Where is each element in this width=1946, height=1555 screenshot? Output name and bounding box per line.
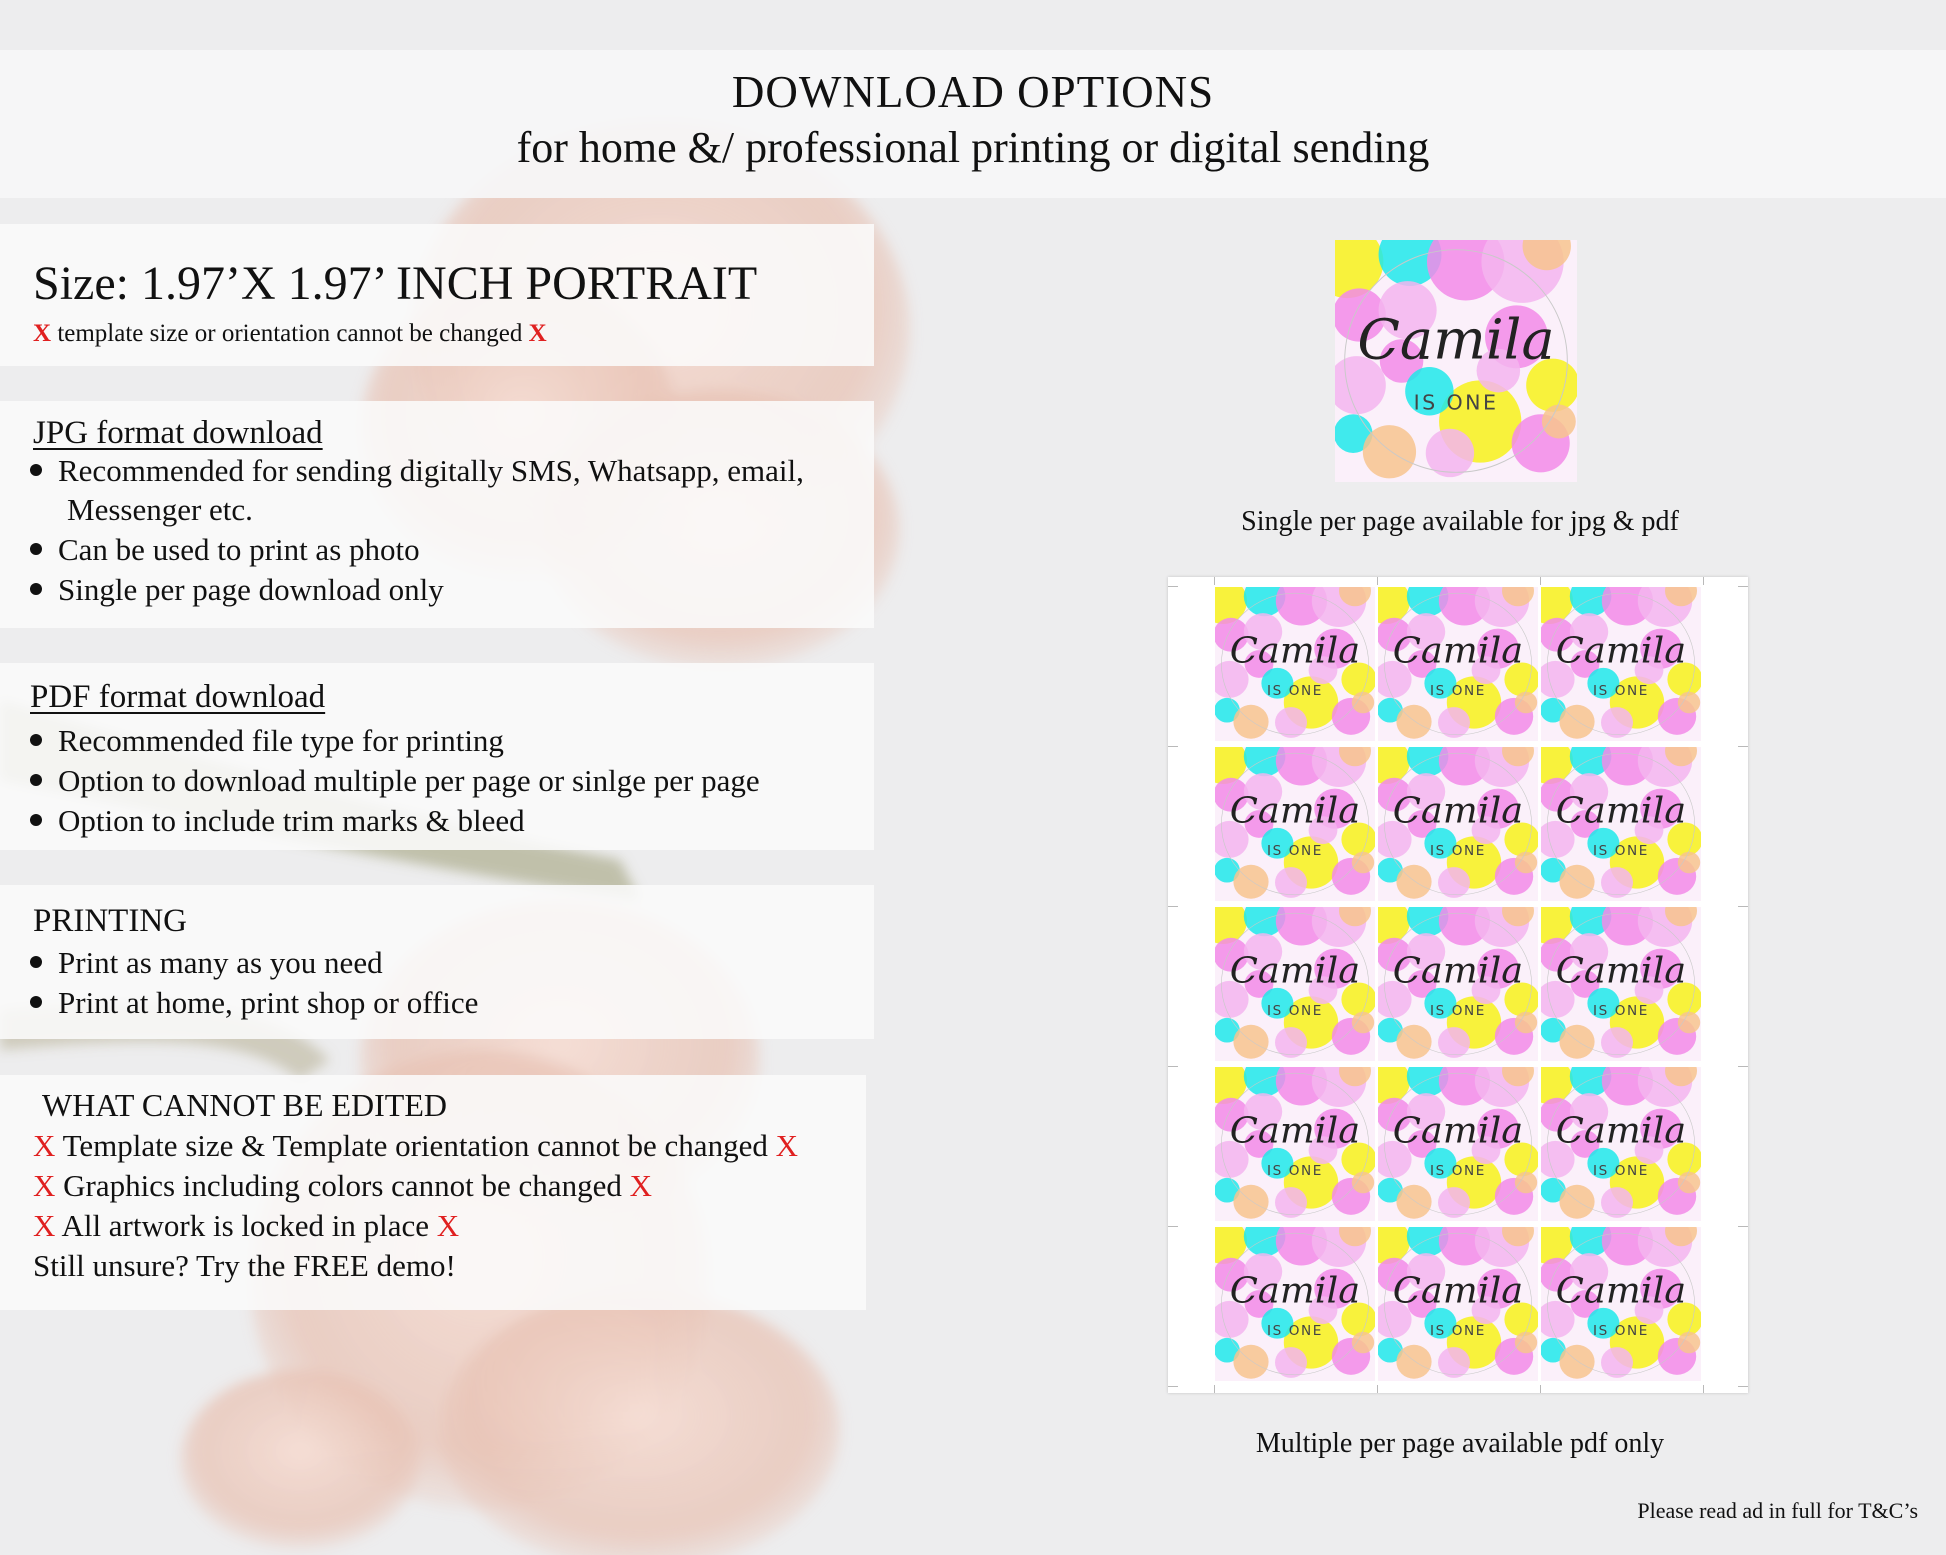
sheet-sticker xyxy=(1378,747,1538,901)
sticker-name: Camila xyxy=(1392,789,1524,832)
sticker-name: Camila xyxy=(1392,1109,1524,1152)
sticker-artwork xyxy=(1541,1227,1701,1381)
sticker-artwork xyxy=(1335,240,1577,482)
sticker-dot xyxy=(1515,692,1537,714)
trim-mark xyxy=(1168,586,1178,587)
trim-mark xyxy=(1168,906,1178,907)
sticker-subtitle: IS ONE xyxy=(1267,1164,1323,1179)
sticker-dot xyxy=(1678,1012,1700,1034)
sheet-sticker xyxy=(1541,1227,1701,1381)
size-note xyxy=(33,320,547,348)
sticker-name: Camila xyxy=(1555,1269,1687,1312)
printing-panel xyxy=(0,885,874,1039)
sticker-subtitle: IS ONE xyxy=(1430,1164,1486,1179)
x-icon: X xyxy=(33,1128,56,1163)
sticker-artwork xyxy=(1378,747,1538,901)
trim-mark xyxy=(1168,746,1178,747)
sticker-name: Camila xyxy=(1555,1109,1687,1152)
sheet-sticker xyxy=(1541,587,1701,741)
sticker-dot xyxy=(1352,1012,1374,1034)
pdf-bullet: Recommended file type for printing xyxy=(30,723,504,759)
jpg-bullet-continuation: Messenger etc. xyxy=(67,492,253,527)
trim-mark xyxy=(1214,577,1215,585)
trim-mark xyxy=(1738,586,1748,587)
sticker-subtitle: IS ONE xyxy=(1593,1004,1649,1019)
size-panel xyxy=(0,224,874,366)
sticker-name: Camila xyxy=(1229,629,1361,672)
sticker-name: Camila xyxy=(1555,629,1687,672)
sticker-name: Camila xyxy=(1392,629,1524,672)
sticker-name: Camila xyxy=(1229,1109,1361,1152)
sticker-subtitle: IS ONE xyxy=(1413,390,1499,415)
trim-mark xyxy=(1168,1066,1178,1067)
sticker-subtitle: IS ONE xyxy=(1593,1324,1649,1339)
sticker-artwork xyxy=(1215,1227,1375,1381)
trim-mark xyxy=(1738,1386,1748,1387)
x-icon: X xyxy=(33,1168,56,1203)
jpg-title: JPG format download xyxy=(33,415,323,451)
sticker-dot xyxy=(1352,1172,1374,1194)
sheet-sticker xyxy=(1215,1067,1375,1221)
trim-mark xyxy=(1214,1385,1215,1393)
multiple-caption: Multiple per page available pdf only xyxy=(1255,1428,1665,1459)
pdf-panel xyxy=(0,663,874,850)
sticker-subtitle: IS ONE xyxy=(1430,1324,1486,1339)
sticker-subtitle: IS ONE xyxy=(1430,1004,1486,1019)
sticker-name: Camila xyxy=(1392,949,1524,992)
sticker-artwork xyxy=(1215,747,1375,901)
cannot-edit-line: X Graphics including colors cannot be changed X xyxy=(33,1168,652,1203)
bullet-icon xyxy=(30,583,42,595)
sheet-sticker xyxy=(1378,1067,1538,1221)
sticker-artwork xyxy=(1541,907,1701,1061)
sticker-dot xyxy=(1678,1172,1700,1194)
sticker-name: Camila xyxy=(1555,949,1687,992)
bullet-icon xyxy=(30,996,42,1008)
x-icon: X xyxy=(33,1208,56,1243)
bullet-icon xyxy=(30,734,42,746)
printing-bullet: Print as many as you need xyxy=(30,945,383,981)
sticker-subtitle: IS ONE xyxy=(1593,844,1649,859)
sticker-name: Camila xyxy=(1357,307,1555,373)
sticker-artwork xyxy=(1541,747,1701,901)
printing-title: PRINTING xyxy=(33,903,187,939)
sheet-sticker xyxy=(1541,747,1701,901)
sticker-subtitle: IS ONE xyxy=(1593,1164,1649,1179)
sheet-sticker xyxy=(1215,587,1375,741)
pdf-title: PDF format download xyxy=(30,679,326,715)
trim-mark xyxy=(1377,577,1378,585)
trim-mark xyxy=(1738,1066,1748,1067)
sticker-artwork xyxy=(1541,587,1701,741)
trim-mark xyxy=(1168,1386,1178,1387)
sticker-artwork xyxy=(1215,1067,1375,1221)
printing-bullet: Print at home, print shop or office xyxy=(30,985,478,1021)
multiple-sticker-sheet xyxy=(1168,577,1748,1393)
sticker-subtitle: IS ONE xyxy=(1267,1004,1323,1019)
trim-mark xyxy=(1703,577,1704,585)
trim-mark xyxy=(1703,1385,1704,1393)
single-sticker-preview xyxy=(1335,240,1577,482)
sheet-sticker xyxy=(1215,907,1375,1061)
bullet-icon xyxy=(30,464,42,476)
sticker-subtitle: IS ONE xyxy=(1430,844,1486,859)
sticker-name: Camila xyxy=(1229,949,1361,992)
sticker-dot xyxy=(1678,1332,1700,1354)
cannot-edit-title: WHAT CANNOT BE EDITED xyxy=(42,1087,447,1123)
trim-mark xyxy=(1540,577,1541,585)
sticker-dot xyxy=(1515,1012,1537,1034)
sticker-artwork xyxy=(1378,1227,1538,1381)
sticker-subtitle: IS ONE xyxy=(1267,844,1323,859)
sticker-dot xyxy=(1352,692,1374,714)
sticker-artwork xyxy=(1378,587,1538,741)
sticker-name: Camila xyxy=(1555,789,1687,832)
terms-footnote: Please read ad in full for T&C’s xyxy=(1637,1498,1918,1523)
sticker-subtitle: IS ONE xyxy=(1267,684,1323,699)
x-icon: X xyxy=(33,320,52,347)
sticker-subtitle: IS ONE xyxy=(1430,684,1486,699)
sticker-artwork xyxy=(1378,1067,1538,1221)
jpg-bullet: Can be used to print as photo xyxy=(30,532,420,568)
sticker-dot xyxy=(1542,405,1576,439)
pdf-bullet: Option to download multiple per page or sinlge per page xyxy=(30,763,760,799)
sticker-dot xyxy=(1515,852,1537,874)
bullet-icon xyxy=(30,774,42,786)
jpg-bullet: Recommended for sending digitally SMS, Whatsapp, email, xyxy=(30,453,804,489)
pdf-bullet: Option to include trim marks & bleed xyxy=(30,803,525,839)
x-icon: X xyxy=(528,320,547,347)
sheet-sticker xyxy=(1378,587,1538,741)
size-note-text: template size or orientation cannot be changed xyxy=(57,320,523,347)
bullet-icon xyxy=(30,814,42,826)
sticker-dot xyxy=(1352,1332,1374,1354)
cannot-edit-panel xyxy=(0,1075,866,1310)
header-band xyxy=(0,50,1946,198)
sheet-sticker xyxy=(1378,1227,1538,1381)
trim-mark xyxy=(1738,906,1748,907)
sheet-sticker xyxy=(1215,747,1375,901)
x-icon: X xyxy=(775,1128,798,1163)
sheet-sticker xyxy=(1378,907,1538,1061)
cannot-edit-line: X Template size & Template orientation cannot be changed X xyxy=(33,1128,798,1163)
sticker-dot xyxy=(1678,852,1700,874)
x-icon: X xyxy=(436,1208,460,1243)
page-title: DOWNLOAD OPTIONS xyxy=(731,67,1215,117)
bullet-icon xyxy=(30,543,42,555)
demo-line: Still unsure? Try the FREE demo! xyxy=(33,1248,456,1283)
sticker-dot xyxy=(1515,1332,1537,1354)
trim-mark xyxy=(1168,1226,1178,1227)
sticker-subtitle: IS ONE xyxy=(1267,1324,1323,1339)
bullet-icon xyxy=(30,956,42,968)
sticker-artwork xyxy=(1215,587,1375,741)
x-icon: X xyxy=(629,1168,652,1203)
size-title: Size: 1.97’X 1.97’ INCH PORTRAIT xyxy=(33,257,758,310)
sticker-dot xyxy=(1352,852,1374,874)
trim-mark xyxy=(1540,1385,1541,1393)
sheet-sticker xyxy=(1215,1227,1375,1381)
single-caption: Single per page available for jpg & pdf xyxy=(1241,506,1679,537)
sticker-name: Camila xyxy=(1229,789,1361,832)
jpg-bullet: Single per page download only xyxy=(30,572,444,608)
jpg-panel xyxy=(0,401,874,628)
sticker-artwork xyxy=(1378,907,1538,1061)
trim-mark xyxy=(1738,1226,1748,1227)
trim-mark xyxy=(1377,1385,1378,1393)
cannot-edit-line: X All artwork is locked in place X xyxy=(33,1208,460,1243)
sticker-artwork xyxy=(1541,1067,1701,1221)
trim-mark xyxy=(1738,746,1748,747)
page-subtitle: for home &/ professional printing or digital sending xyxy=(516,123,1430,172)
sticker-subtitle: IS ONE xyxy=(1593,684,1649,699)
sticker-dot xyxy=(1515,1172,1537,1194)
sticker-artwork xyxy=(1215,907,1375,1061)
sticker-name: Camila xyxy=(1392,1269,1524,1312)
sheet-sticker xyxy=(1541,1067,1701,1221)
sticker-dot xyxy=(1678,692,1700,714)
sheet-sticker xyxy=(1541,907,1701,1061)
sticker-name: Camila xyxy=(1229,1269,1361,1312)
